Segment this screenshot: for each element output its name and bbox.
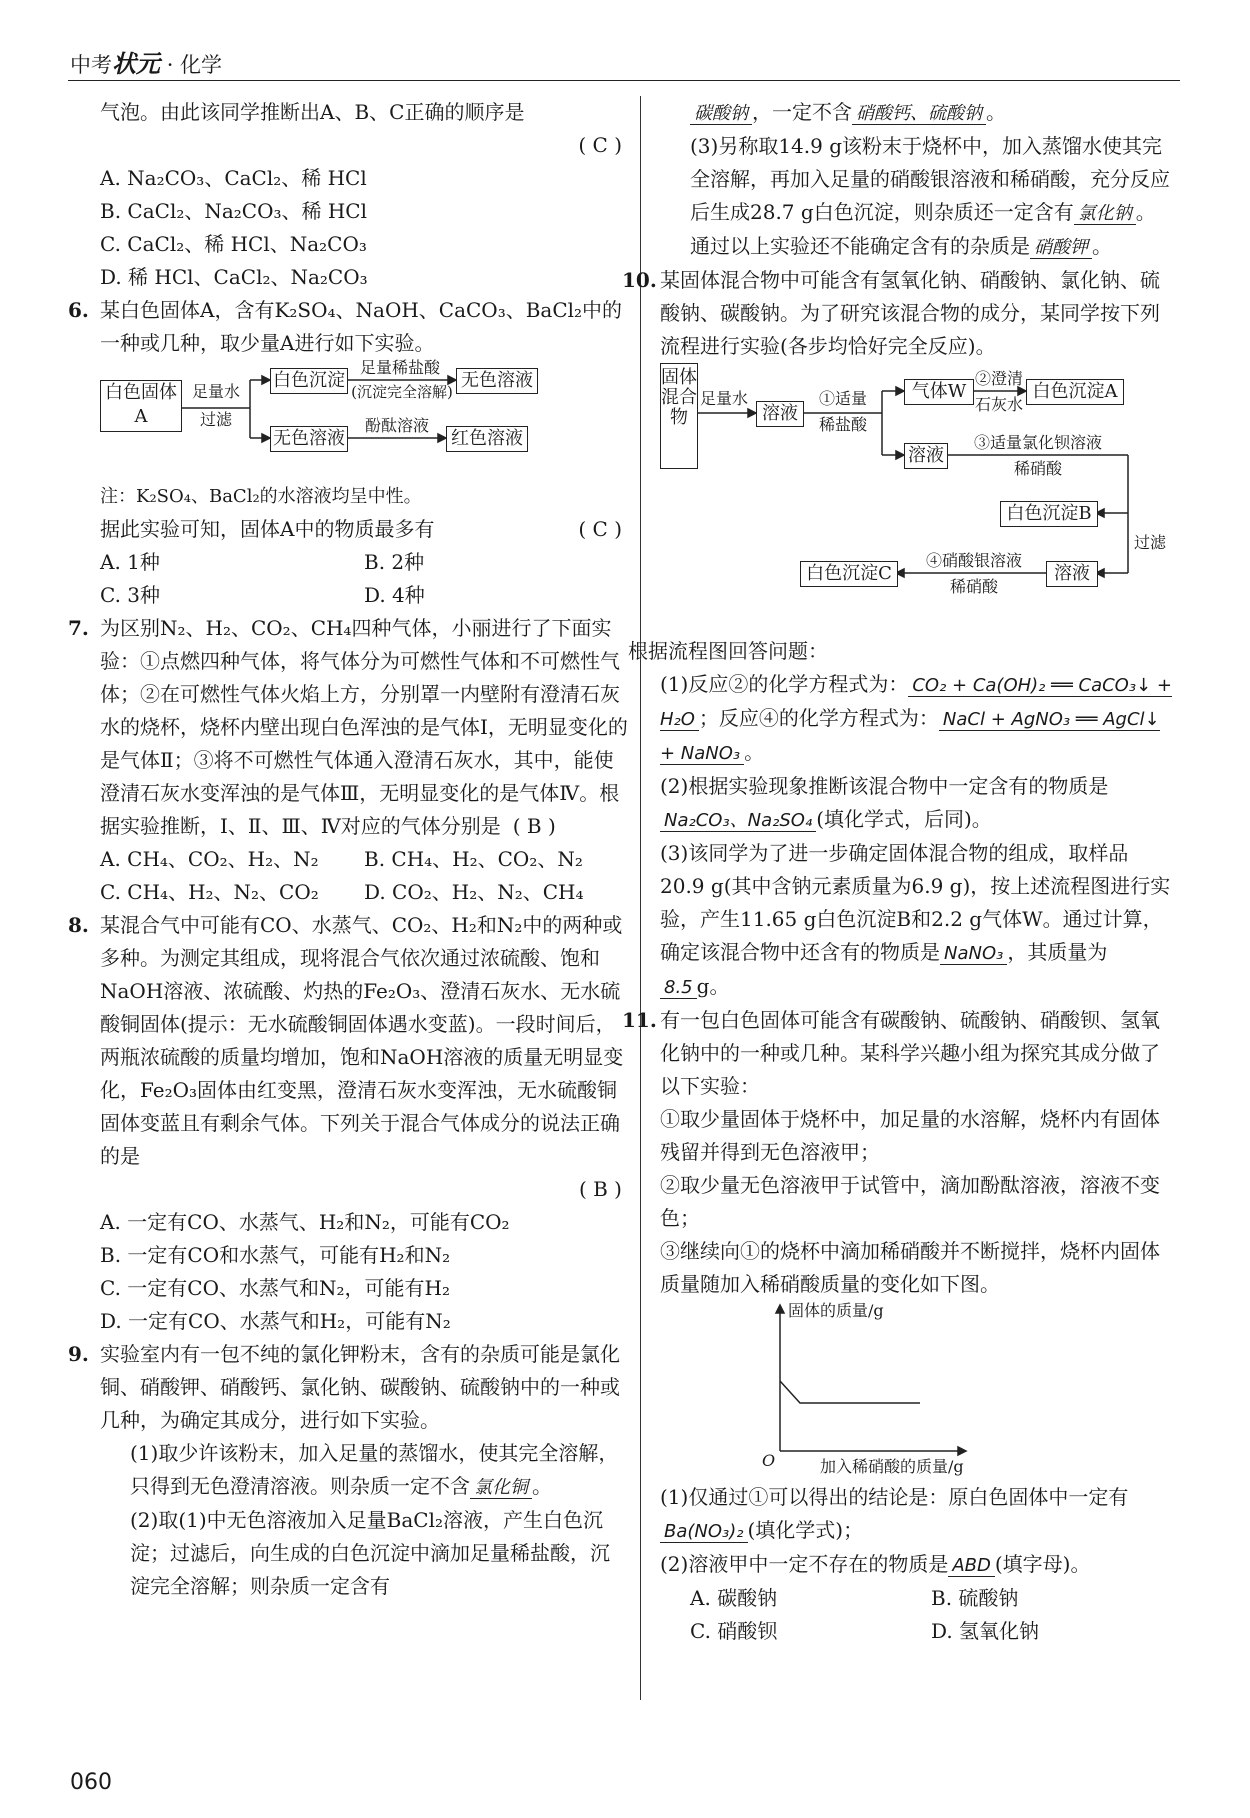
question-6	[68, 294, 628, 612]
question-7	[68, 612, 628, 909]
q6-box-precipitate: 白色沉淀	[270, 368, 348, 394]
q6-option-a: A. 1种	[100, 550, 160, 574]
q11-step2: ②取少量无色溶液甲于试管中，滴加酚酞溶液，溶液不变色；	[660, 1173, 1160, 1230]
q6-option-c: C. 3种	[100, 583, 161, 607]
q10-box-solution3: 溶液	[1046, 561, 1098, 587]
q10-part3-answer2: 8.5	[660, 977, 697, 999]
q7-option-a: A. CH₄、CO₂、H₂、N₂	[100, 847, 319, 871]
q9-number: 9.	[68, 1342, 89, 1366]
q10-label-r4b: 稀硝酸	[949, 577, 998, 596]
q10-label-r4: ④硝酸银溶液	[925, 551, 1022, 570]
q10-box-precipitate-a: 白色沉淀A	[1026, 379, 1124, 405]
q5-option-a: A. Na₂CO₃、CaCl₂、稀 HCl	[100, 166, 367, 190]
question-8	[68, 909, 628, 1338]
q11-option-c: C. 硝酸钡	[690, 1619, 778, 1643]
q9-stem: 实验室内有一包不纯的氯化钾粉末，含有的杂质可能是氯化铜、硝酸钾、硝酸钙、氯化钠、碳酸钠、硫酸钠中的一种或几种，为确定其成分，进行如下实验。	[100, 1342, 620, 1432]
q5-stem: 气泡。由此该同学推断出A、B、C正确的顺序是	[100, 100, 525, 124]
q7-option-c: C. CH₄、H₂、N₂、CO₂	[100, 880, 319, 904]
q10-box-gas-w: 气体W	[904, 379, 974, 405]
page-number: 060	[70, 1770, 112, 1795]
q5-option-b: B. CaCl₂、Na₂CO₃、稀 HCl	[100, 199, 368, 223]
q6-box-red-solution: 红色溶液	[446, 426, 528, 452]
q10-part2-tail: (填化学式，后同)。	[816, 807, 992, 831]
q7-stem: 为区别N₂、H₂、CO₂、CH₄四种气体，小丽进行了下面实验：①点燃四种气体，将气体分为可燃性气体和不可燃性气体；②在可燃性气体火焰上方，分别罩一内壁附有澄清石灰水的烧杯，烧杯内壁出现白色浑浊的是气体Ⅰ，无明显变化的是气体Ⅱ；③将不可燃性气体通入澄清石灰水，其中，能使澄清石灰水变浑浊的是气体Ⅲ，无明显变化的是气体Ⅳ。根据实验推断，Ⅰ、Ⅱ、Ⅲ、Ⅳ对应的气体分别是	[100, 616, 628, 838]
q10-label-filter: 过滤	[1133, 533, 1166, 552]
q6-label-step1: 足量水	[191, 382, 240, 401]
q7-option-d: D. CO₂、H₂、N₂、CH₄	[364, 880, 584, 904]
q6-label-step3: 酚酞溶液	[364, 416, 429, 435]
q10-label-r1b: 稀盐酸	[818, 415, 867, 434]
q6-label-step1b: 过滤	[199, 410, 232, 429]
q10-box-solution2: 溶液	[904, 443, 948, 469]
question-11	[622, 1004, 1172, 1648]
q10-label-r3: ③适量氯化钡溶液	[973, 433, 1102, 452]
q11-option-b: B. 硫酸钠	[931, 1586, 1019, 1610]
q6-label-step2b: (沉淀完全溶解)	[351, 383, 453, 401]
q11-part1: (1)仅通过①可以得出的结论是：原白色固体中一定有	[660, 1485, 1129, 1509]
q11-step3: ③继续向①的烧杯中滴加稀硝酸并不断搅拌，烧杯内固体质量随加入稀硝酸质量的变化如下图。	[660, 1239, 1160, 1296]
header-brand: 状元	[112, 49, 160, 78]
q11-part1-answer: Ba(NO₃)₂	[660, 1521, 748, 1543]
q10-part1-mid: ；反应④的化学方程式为：	[698, 706, 939, 730]
q10-flow-diagram	[660, 363, 1172, 635]
question-9-continued: 碳酸钠 ，一定不含 硝酸钙、硫酸钠 。 (3)另称取14.9 g该粉末于烧杯中，加入蒸馏水使其完全溶解，再加入足量的硝酸银溶液和稀硝酸，充分反应后生成28.7 g白色沉淀，则杂质还一定含有 氯化钠 。通过以上实验还不能确定含有的杂质是 硝酸钾 。	[690, 100, 1170, 258]
q11-option-d: D. 氢氧化钠	[931, 1619, 1040, 1643]
q9-part2-answer2: 硝酸钙、硫酸钠	[852, 103, 986, 125]
left-column	[68, 96, 628, 1603]
q6-option-b: B. 2种	[364, 550, 425, 574]
q10-label-r1: ①适量	[818, 389, 867, 408]
q6-number: 6.	[68, 298, 89, 322]
q11-part2: (2)溶液甲中一定不存在的物质是	[660, 1552, 949, 1576]
q10-part3-tail: g。	[696, 974, 730, 998]
q10-part1-answer: CO₂ + Ca(OH)₂ ══ CaCO₃↓ + H₂O	[660, 675, 1172, 730]
q8-answer: ( B )	[578, 1177, 622, 1201]
q9-part2: (2)取(1)中无色溶液加入足量BaCl₂溶液，产生白色沉淀；过滤后，向生成的白色沉淀中滴加足量稀盐酸，沉淀完全溶解；则杂质一定含有	[130, 1508, 610, 1598]
q9-part3-mid: 。通过以上实验还不能确定含有的杂质是	[690, 200, 1156, 258]
q8-option-a: A. 一定有CO、水蒸气、H₂和N₂，可能有CO₂	[100, 1210, 510, 1234]
q7-number: 7.	[68, 616, 89, 640]
q11-part2-tail: (填字母)。	[994, 1552, 1091, 1576]
q10-part1: (1)反应②的化学方程式为：	[660, 672, 909, 696]
q9-part3: (3)另称取14.9 g该粉末于烧杯中，加入蒸馏水使其完全溶解，再加入足量的硝酸银溶液和稀硝酸，充分反应后生成28.7 g白色沉淀，则杂质还一定含有	[690, 134, 1170, 224]
q8-stem: 某混合气中可能有CO、水蒸气、CO₂、H₂和N₂中的两种或多种。为测定其组成，现将混合气依次通过浓硫酸、饱和NaOH溶液、浓硫酸、灼热的Fe₂O₃、澄清石灰水、无水硫酸铜固体(提示：无水硫酸铜固体遇水变蓝)。一段时间后，两瓶浓硫酸的质量均增加，饱和NaOH溶液的质量无明显变化，Fe₂O₃固体由红变黑，澄清石灰水变浑浊，无水硫酸铜固体变蓝且有剩余气体。下列关于混合气体成分的说法正确的是	[100, 913, 624, 1168]
q8-option-d: D. 一定有CO、水蒸气和H₂，可能有N₂	[100, 1309, 451, 1333]
header-rule	[68, 80, 1180, 81]
q6-flow-diagram	[100, 360, 628, 480]
q10-part3-answer: NaNO₃	[940, 943, 1007, 965]
q6-option-d: D. 4种	[364, 583, 425, 607]
q6-box-solution1: 无色溶液	[456, 368, 538, 394]
q10-label-r2: ②澄清	[974, 369, 1023, 388]
q10-number: 10.	[622, 268, 657, 292]
question-5	[100, 96, 628, 294]
q10-part1-answer2: NaCl + AgNO₃ ══ AgCl↓ + NaNO₃	[660, 709, 1160, 764]
q10-ask: 根据流程图回答问题：	[628, 639, 828, 663]
column-divider	[640, 96, 641, 1700]
q11-graph-plot	[660, 1301, 1172, 1481]
q10-box-solution1: 溶液	[756, 401, 804, 427]
q6-question: 据此实验可知，固体A中的物质最多有	[100, 517, 435, 541]
right-column	[622, 96, 1172, 1648]
q9-part3-answer2: 硝酸钾	[1030, 237, 1092, 259]
q6-label-step2: 足量稀盐酸	[359, 358, 440, 377]
q5-option-c: C. CaCl₂、稀 HCl、Na₂CO₃	[100, 232, 367, 256]
q9-part1-answer: 氯化铜	[470, 1477, 532, 1499]
q11-number: 11.	[622, 1008, 657, 1032]
q5-option-d: D. 稀 HCl、CaCl₂、Na₂CO₃	[100, 265, 368, 289]
q6-note: 注：K₂SO₄、BaCl₂的水溶液均呈中性。	[100, 486, 422, 507]
q10-part3: (3)该同学为了进一步确定固体混合物的组成，取样品20.9 g(其中含钠元素质量为6.9 g)，按上述流程图进行实验，产生11.65 g白色沉淀B和2.2 g气体W。通过计算，确定该混合物中还含有的物质是	[660, 841, 1171, 964]
q11-option-a: A. 碳酸钠	[690, 1586, 778, 1610]
q8-option-b: B. 一定有CO和水蒸气，可能有H₂和N₂	[100, 1243, 451, 1267]
question-10: 10. 某固体混合物中可能含有氢氧化钠、硝酸钠、氯化钠、硫酸钠、碳酸钠。为了研究该混合物的成分，某同学按下列流程进行实验(各步均恰好完全反应)。 固体混合物 足量水 溶液 ①适量 稀盐酸 气体W ②澄清 石灰水 白色沉淀A 溶液 ③适量氯化钡溶液 稀硝酸 白色沉淀B 过滤 溶液 ④硝酸银溶液 稀硝酸 白色沉淀C 根据流程图回答问题： (1)反应②的化学方程式为： CO₂ + Ca(OH)₂ ══ CaCO₃↓ + H₂O ；反应④的化学方程式为： NaCl + AgNO₃ ══ AgCl↓ + NaNO₃ 。 (2)根据实验现象推断该混合物中一定含有的物质是Na₂CO₃、Na₂SO₄ (填化学式，后同)。 (3)该同学为了进一步确定固体混合物的组成，取样品20.9 g(其中含钠元素质量为6.9 g)，按上述流程图进行实验，产生11.65 g白色沉淀B和2.2 g气体W。通过计算，确定该混合物中还含有的物质是 NaNO₃ ，其质量为8.5 g。	[660, 264, 1172, 1004]
q10-part2-answer: Na₂CO₃、Na₂SO₄	[660, 810, 816, 832]
q10-part3-mid: ，其质量为	[1007, 940, 1108, 964]
q10-label-r2b: 石灰水	[974, 395, 1023, 414]
page-header	[70, 44, 222, 79]
q6-box-solution2: 无色溶液	[270, 426, 348, 452]
q11-graph-origin: O	[762, 1451, 776, 1470]
q6-stem: 某白色固体A，含有K₂SO₄、NaOH、CaCO₃、BaCl₂中的一种或几种，取少量A进行如下实验。	[100, 298, 623, 355]
q10-box-precipitate-b: 白色沉淀B	[1000, 501, 1098, 527]
q11-stem: 有一包白色固体可能含有碳酸钠、硫酸钠、硝酸钡、氢氧化钠中的一种或几种。某科学兴趣小组为探究其成分做了以下实验：	[660, 1008, 1160, 1098]
q6-box-start: 白色固体A	[100, 380, 182, 432]
q9-part1: (1)取少许该粉末，加入足量的蒸馏水，使其完全溶解，只得到无色澄清溶液。则杂质一定不含	[130, 1441, 619, 1498]
q10-label-r3b: 稀硝酸	[1013, 459, 1062, 478]
q9-part2-mid: ，一定不含	[752, 100, 852, 124]
q9-part2-answer: 碳酸钠	[690, 103, 752, 125]
q7-answer: ( B )	[512, 814, 556, 838]
q11-step1: ①取少量固体于烧杯中，加足量的水溶解，烧杯内有固体残留并得到无色溶液甲；	[660, 1107, 1160, 1164]
q10-box-precipitate-c: 白色沉淀C	[800, 561, 898, 587]
q7-option-b: B. CH₄、H₂、CO₂、N₂	[364, 847, 583, 871]
q5-answer: ( C )	[578, 133, 622, 157]
q10-stem: 某固体混合物中可能含有氢氧化钠、硝酸钠、氯化钠、硫酸钠、碳酸钠。为了研究该混合物的成分，某同学按下列流程进行实验(各步均恰好完全反应)。	[660, 268, 1160, 358]
header-subject: · 化学	[166, 53, 223, 77]
q10-box-start: 固体混合物	[660, 363, 698, 469]
question-9: 9. 实验室内有一包不纯的氯化钾粉末，含有的杂质可能是氯化铜、硝酸钾、硝酸钙、氯化钠、碳酸钠、硫酸钠中的一种或几种，为确定其成分，进行如下实验。 (1)取少许该粉末，加入足量的蒸馏水，使其完全溶解，只得到无色澄清溶液。则杂质一定不含 氯化铜 。 (2)取(1)中无色溶液加入足量BaCl₂溶液，产生白色沉淀；过滤后，向生成的白色沉淀中滴加足量稀盐酸，沉淀完全溶解；则杂质一定含有	[100, 1338, 628, 1603]
q6-answer: ( C )	[578, 517, 622, 541]
q10-label-water: 足量水	[699, 389, 748, 408]
header-book: 中考	[70, 53, 112, 77]
q11-part1-tail: (填化学式)；	[747, 1518, 864, 1542]
q8-number: 8.	[68, 913, 89, 937]
q10-part2: (2)根据实验现象推断该混合物中一定含有的物质是	[660, 774, 1109, 798]
q11-graph-xlabel: 加入稀硝酸的质量/g	[820, 1457, 964, 1476]
q8-option-c: C. 一定有CO、水蒸气和N₂，可能有H₂	[100, 1276, 450, 1300]
q9-part3-answer: 氯化钠	[1074, 203, 1136, 225]
q11-graph	[660, 1301, 1172, 1481]
q11-graph-ylabel: 固体的质量/g	[788, 1301, 884, 1320]
q11-part2-answer: ABD	[948, 1555, 995, 1577]
